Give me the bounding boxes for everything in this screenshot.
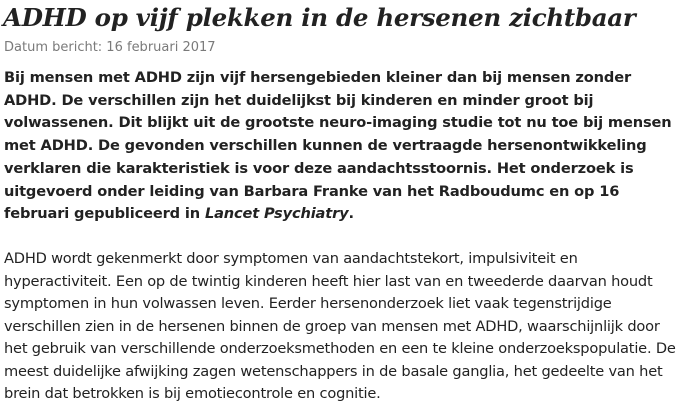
- article-date: Datum bericht: 16 februari 2017: [4, 40, 216, 55]
- article-lead: [4, 67, 676, 226]
- lead-text: Bij mensen met ADHD zijn vijf hersengebieden kleiner dan bij mensen zonder ADHD. De verschillen zijn het duidelijkst bij kinderen en minder groot bij volwassenen. Dit blijkt uit de grootste neuro-imaging studie tot nu toe bij mensen met ADHD. De gevonden verschillen kunnen de vertraagde hersenontwikkeling verklaren die karakteristiek is voor deze aandachtsstoornis. Het onderzoek is uitgevoerd onder leiding van Barbara Franke van het Radboudumc en op 16 februari gepubliceerd in: [4, 69, 672, 223]
- lead-end: .: [348, 205, 354, 223]
- article-body-paragraph: ADHD wordt gekenmerkt door symptomen van aandachtstekort, impulsiviteit en hyperactiviteit. Een op de twintig kinderen heeft hier last van en tweederde daarvan houdt symptomen in hun volwassen leven. Eerder hersenonderzoek liet vaak tegenstrijdige verschillen zien in de hersenen binnen de groep van mensen met ADHD, waarschijnlijk door het gebruik van verschillende onderzoeksmethoden en een te kleine onderzoekspopulatie. De meest duidelijke afwijking zagen wetenschappers in de basale ganglia, het gedeelte van het brein dat betrokken is bij emotiecontrole en cognitie.: [4, 249, 676, 403]
- article-title: ADHD op vijf plekken in de hersenen zichtbaar: [3, 3, 636, 32]
- journal-name: Lancet Psychiatry: [204, 205, 349, 223]
